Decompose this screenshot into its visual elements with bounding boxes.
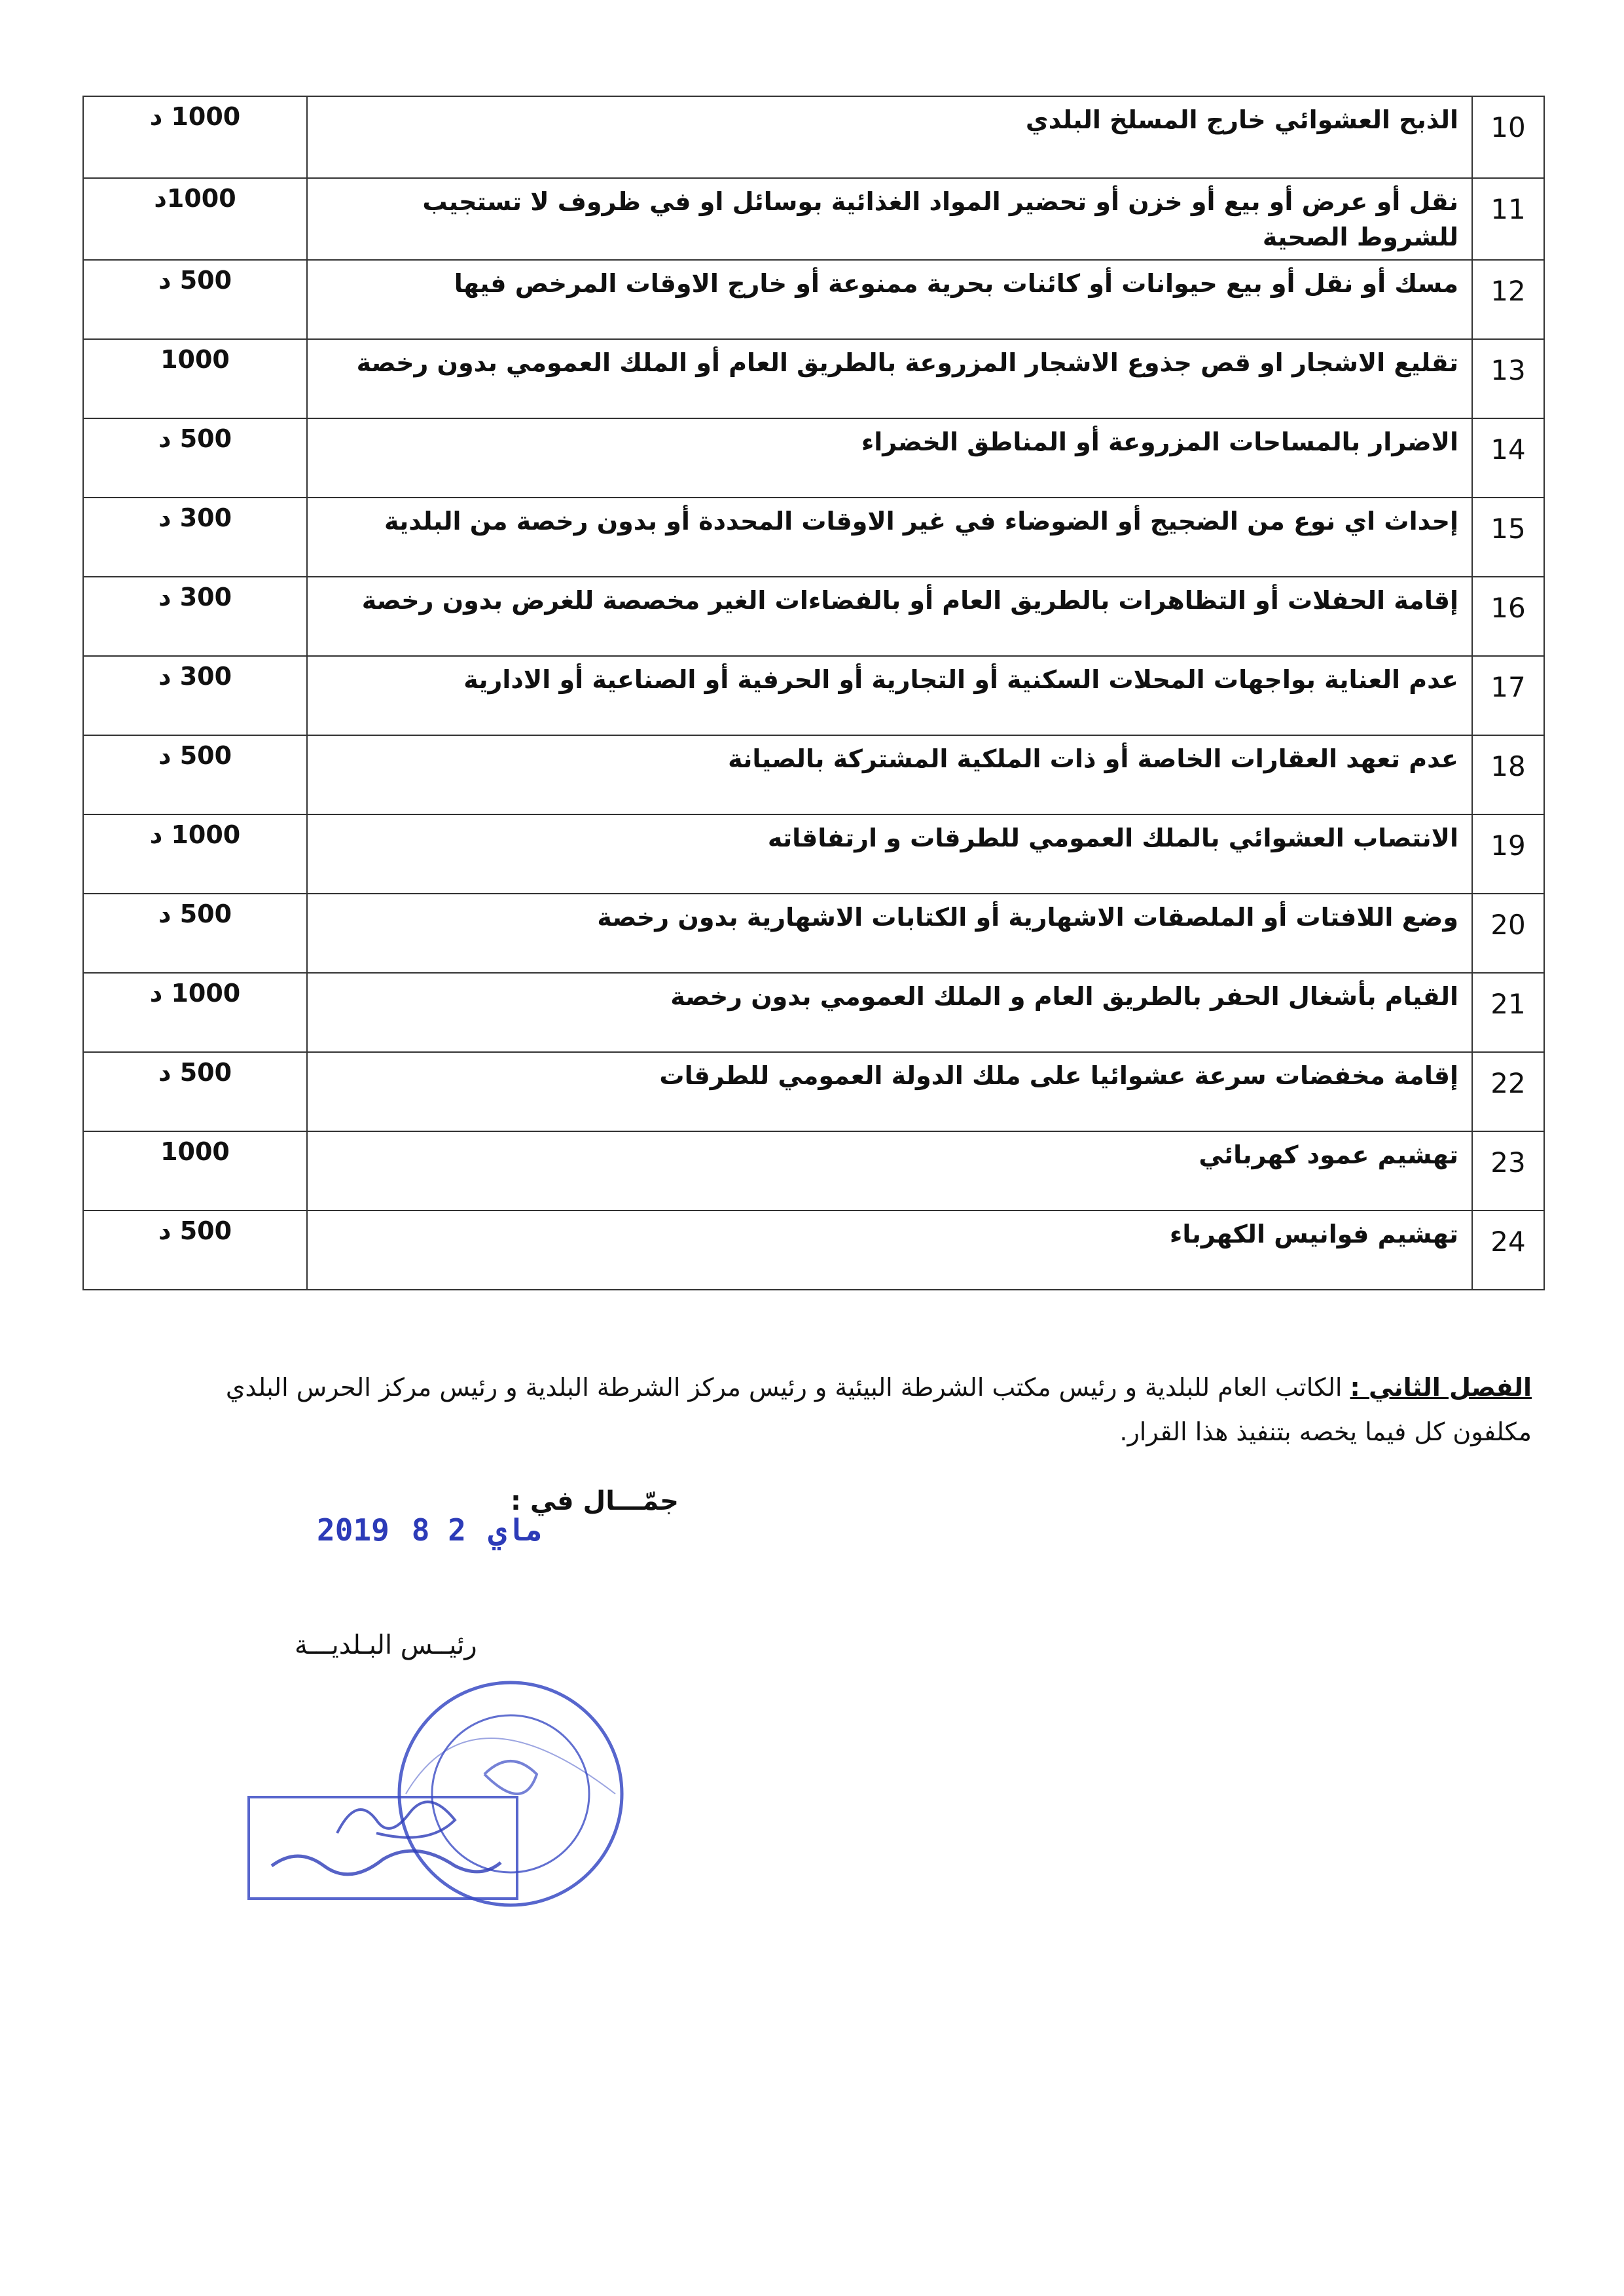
table-row bbox=[83, 178, 1544, 260]
violation-description: الانتصاب العشوائي بالملك العمومي للطرقات و ارتفاقاته bbox=[767, 824, 1458, 852]
fine-amount-cell bbox=[83, 973, 307, 1052]
violation-cell bbox=[307, 418, 1472, 498]
row-number: 23 bbox=[1490, 1146, 1526, 1178]
violation-cell bbox=[307, 178, 1472, 260]
row-number-cell bbox=[1472, 735, 1544, 814]
fine-amount: 500 د bbox=[158, 1216, 232, 1245]
row-number-cell bbox=[1472, 656, 1544, 735]
violation-description: نقل أو عرض أو بيع أو خزن أو تحضير المواد الغذائية بوسائل او في ظروف لا تستجيب للشروط الصحية bbox=[422, 187, 1458, 251]
table-row bbox=[83, 260, 1544, 339]
violation-description: تقليع الاشجار او قص جذوع الاشجار المزروعة بالطريق العام أو الملك العمومي بدون رخصة bbox=[356, 348, 1458, 377]
fine-amount: 1000د bbox=[154, 184, 236, 213]
fine-amount-cell bbox=[83, 577, 307, 656]
chapter-two-text: الكاتب العام للبلدية و رئيس مكتب الشرطة البيئية و رئيس مركز الشرطة البلدية و رئيس مركز الحرس البلدي مكلفون كل فيما يخصه بتنفيذ هذا القرار. bbox=[225, 1373, 1532, 1446]
violation-cell bbox=[307, 894, 1472, 973]
violation-cell bbox=[307, 973, 1472, 1052]
fine-amount-cell bbox=[83, 418, 307, 498]
date-stamp-year: 2019 bbox=[317, 1512, 389, 1548]
violation-cell bbox=[307, 1211, 1472, 1290]
violation-cell bbox=[307, 577, 1472, 656]
row-number-cell bbox=[1472, 577, 1544, 656]
row-number: 10 bbox=[1490, 111, 1526, 143]
fines-table bbox=[82, 96, 1545, 1290]
violation-cell bbox=[307, 96, 1472, 178]
fine-amount-cell bbox=[83, 260, 307, 339]
fine-amount-cell bbox=[83, 1131, 307, 1211]
violation-cell bbox=[307, 814, 1472, 894]
row-number: 19 bbox=[1490, 829, 1526, 862]
fine-amount: 500 د bbox=[158, 1058, 232, 1087]
date-stamp-day: 2 8 bbox=[411, 1512, 466, 1548]
violation-description: مسك أو نقل أو بيع حيوانات أو كائنات بحرية ممنوعة أو خارج الاوقات المرخص فيها bbox=[454, 269, 1458, 298]
fine-amount: 1000 د bbox=[149, 979, 241, 1008]
fine-amount: 500 د bbox=[158, 741, 232, 770]
row-number-cell bbox=[1472, 1211, 1544, 1290]
violation-description: القيام بأشغال الحفر بالطريق العام و الملك العمومي بدون رخصة bbox=[670, 982, 1458, 1011]
fine-amount-cell bbox=[83, 498, 307, 577]
violation-cell bbox=[307, 735, 1472, 814]
fine-amount-cell bbox=[83, 656, 307, 735]
violation-description: إقامة الحفلات أو التظاهرات بالطريق العام أو بالفضاءات الغير مخصصة للغرض بدون رخصة bbox=[361, 586, 1458, 615]
row-number: 17 bbox=[1490, 671, 1526, 703]
fine-amount-cell bbox=[83, 1211, 307, 1290]
table-row bbox=[83, 339, 1544, 418]
row-number-cell bbox=[1472, 339, 1544, 418]
violation-cell bbox=[307, 498, 1472, 577]
table-row bbox=[83, 1211, 1544, 1290]
fine-amount-cell bbox=[83, 894, 307, 973]
row-number-cell bbox=[1472, 418, 1544, 498]
fine-amount: 300 د bbox=[158, 583, 232, 611]
row-number: 11 bbox=[1490, 193, 1526, 225]
fine-amount: 300 د bbox=[158, 503, 232, 532]
fine-amount: 1000 bbox=[160, 345, 230, 374]
row-number-cell bbox=[1472, 260, 1544, 339]
fines-table-body bbox=[83, 96, 1544, 1290]
date-stamp-month: ماي bbox=[488, 1512, 543, 1548]
fine-amount-cell bbox=[83, 339, 307, 418]
violation-description: تهشيم فوانيس الكهرباء bbox=[1169, 1220, 1458, 1248]
row-number-cell bbox=[1472, 973, 1544, 1052]
table-row bbox=[83, 656, 1544, 735]
violation-cell bbox=[307, 656, 1472, 735]
fine-amount-cell bbox=[83, 96, 307, 178]
row-number: 15 bbox=[1490, 513, 1526, 545]
violation-cell bbox=[307, 1052, 1472, 1131]
violation-description: إحداث اي نوع من الضجيج أو الضوضاء في غير الاوقات المحددة أو بدون رخصة من البلدية bbox=[384, 507, 1458, 536]
row-number: 13 bbox=[1490, 354, 1526, 386]
row-number-cell bbox=[1472, 498, 1544, 577]
table-row bbox=[83, 1131, 1544, 1211]
table-row bbox=[83, 96, 1544, 178]
row-number-cell bbox=[1472, 178, 1544, 260]
fine-amount-cell bbox=[83, 178, 307, 260]
date-stamp bbox=[295, 1512, 543, 1548]
row-number: 16 bbox=[1490, 592, 1526, 624]
row-number: 22 bbox=[1490, 1067, 1526, 1099]
fine-amount: 300 د bbox=[158, 662, 232, 691]
row-number: 14 bbox=[1490, 433, 1526, 465]
violation-cell bbox=[307, 260, 1472, 339]
violation-description: وضع اللافتات أو الملصقات الاشهارية أو الكتابات الاشهارية بدون رخصة bbox=[597, 903, 1458, 932]
table-row bbox=[83, 577, 1544, 656]
fine-amount-cell bbox=[83, 814, 307, 894]
row-number-cell bbox=[1472, 894, 1544, 973]
row-number-cell bbox=[1472, 96, 1544, 178]
fine-amount: 500 د bbox=[158, 424, 232, 453]
row-number-cell bbox=[1472, 1052, 1544, 1131]
row-number: 24 bbox=[1490, 1226, 1526, 1258]
violation-description: إقامة مخفضات سرعة عشوائيا على ملك الدولة العمومي للطرقات bbox=[659, 1061, 1458, 1090]
violation-cell bbox=[307, 339, 1472, 418]
fine-amount: 1000 د bbox=[149, 102, 241, 131]
table-row bbox=[83, 735, 1544, 814]
row-number: 20 bbox=[1490, 909, 1526, 941]
violation-description: عدم تعهد العقارات الخاصة أو ذات الملكية المشتركة بالصيانة bbox=[728, 744, 1458, 773]
row-number: 18 bbox=[1490, 750, 1526, 782]
row-number: 12 bbox=[1490, 275, 1526, 307]
violation-description: عدم العناية بواجهات المحلات السكنية أو التجارية أو الحرفية أو الصناعية أو الادارية bbox=[463, 665, 1458, 694]
violation-description: الاضرار بالمساحات المزروعة أو المناطق الخضراء bbox=[861, 428, 1458, 456]
row-number: 21 bbox=[1490, 988, 1526, 1020]
fine-amount-cell bbox=[83, 1052, 307, 1131]
issued-label: جمّـــال في : bbox=[511, 1486, 679, 1516]
violation-cell bbox=[307, 1131, 1472, 1211]
chapter-two bbox=[164, 1365, 1532, 1454]
table-row bbox=[83, 418, 1544, 498]
row-number-cell bbox=[1472, 814, 1544, 894]
table-row bbox=[83, 1052, 1544, 1131]
fine-amount: 1000 د bbox=[149, 820, 241, 849]
table-row bbox=[83, 894, 1544, 973]
fine-amount: 1000 bbox=[160, 1137, 230, 1166]
signature-stamp bbox=[245, 1794, 520, 1902]
table-row bbox=[83, 814, 1544, 894]
chapter-two-heading: الفصل الثاني : bbox=[1350, 1373, 1532, 1402]
table-row bbox=[83, 973, 1544, 1052]
fine-amount-cell bbox=[83, 735, 307, 814]
table-row bbox=[83, 498, 1544, 577]
fine-amount: 500 د bbox=[158, 266, 232, 295]
violation-description: تهشيم عمود كهربائي bbox=[1199, 1140, 1458, 1169]
violation-description: الذبح العشوائي خارج المسلخ البلدي bbox=[1025, 105, 1458, 134]
row-number-cell bbox=[1472, 1131, 1544, 1211]
fine-amount: 500 د bbox=[158, 900, 232, 928]
mayor-title: رئيــس البـلديـــة bbox=[295, 1630, 477, 1660]
